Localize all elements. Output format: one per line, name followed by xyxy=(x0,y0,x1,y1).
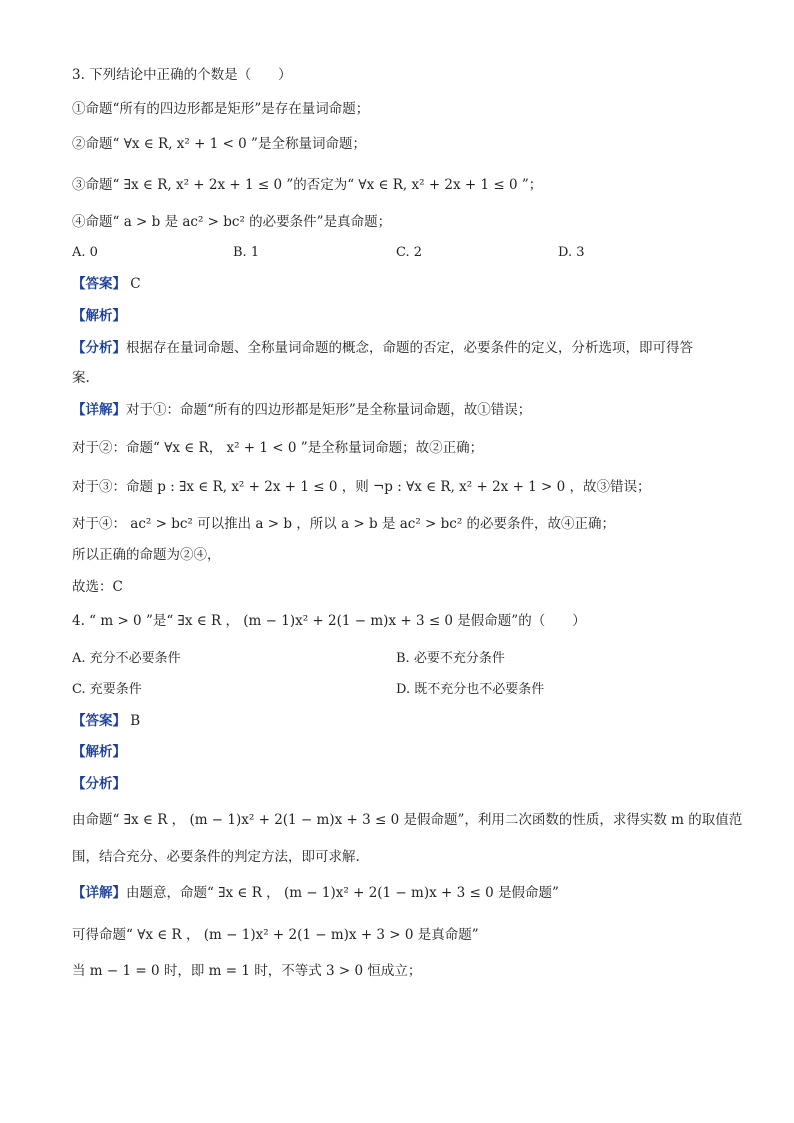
answer-tag: 【答案】 xyxy=(72,713,126,729)
q4-fenxi-line-1: 由命题“ ∃x ∈ R ， (m − 1)x² + 2(1 − m)x + 3 ≤ 0 是假命题”，利用二次函数的性质，求得实数 m 的取值范 xyxy=(72,812,743,828)
answer-tag: 【答案】 xyxy=(72,276,126,292)
detail-tag: 【详解】 xyxy=(72,402,126,418)
detail-text: 由题意，命题“ ∃x ∈ R ， (m − 1)x² + 2(1 − m)x + 3 ≤ 0 是假命题” xyxy=(126,885,559,901)
q4-option-c: C. 充要条件 xyxy=(72,682,142,697)
q3-statement-3: ③命题“ ∃x ∈ R, x² + 2x + 1 ≤ 0 ”的否定为“ ∀x ∈ R, x² + 2x + 1 ≤ 0 ”； xyxy=(72,177,543,193)
detail-tag: 【详解】 xyxy=(72,885,126,901)
q3-detail-line-4: 对于④： ac² > bc² 可以推出 a > b ，所以 a > b 是 ac² > bc² 的必要条件，故④正确； xyxy=(72,516,616,532)
q4-stem: 4. “ m > 0 ”是“ ∃x ∈ R ， (m − 1)x² + 2(1 − m)x + 3 ≤ 0 是假命题”的（ ） xyxy=(72,613,586,629)
q3-stem: 3. 下列结论中正确的个数是（ ） xyxy=(72,67,292,83)
q3-analysis-heading xyxy=(72,307,126,325)
q4-detail-line-2: 可得命题“ ∀x ∈ R ， (m − 1)x² + 2(1 − m)x + 3 > 0 是真命题” xyxy=(72,927,479,943)
q3-detail-line-1 xyxy=(72,401,531,419)
q3-option-d: D. 3 xyxy=(558,245,585,260)
q3-detail-line-2: 对于②：命题“ ∀x ∈ R， x² + 1 < 0 ”是全称量词命题；故②正确； xyxy=(72,440,484,456)
q3-fenxi-line-1 xyxy=(72,339,693,357)
q3-statement-1: ①命题“所有的四边形都是矩形”是存在量词命题； xyxy=(72,101,370,117)
fenxi-tag: 【分析】 xyxy=(72,776,126,792)
fenxi-tag: 【分析】 xyxy=(72,340,126,356)
q4-fenxi-heading xyxy=(72,775,126,793)
analysis-tag: 【解析】 xyxy=(72,744,126,760)
detail-text: 对于①：命题“所有的四边形都是矩形”是全称量词命题，故①错误； xyxy=(126,402,532,418)
q3-detail-line-6: 故选：C xyxy=(72,579,123,595)
q3-detail-line-3: 对于③：命题 p : ∃x ∈ R, x² + 2x + 1 ≤ 0 ，则 ¬p : ∀x ∈ R, x² + 2x + 1 > 0 ，故③错误； xyxy=(72,479,651,495)
q3-option-a: A. 0 xyxy=(72,245,98,260)
analysis-tag: 【解析】 xyxy=(72,308,126,324)
q3-statement-4: ④命题“ a > b 是 ac² > bc² 的必要条件”是真命题； xyxy=(72,214,392,230)
q3-fenxi-line-2: 案. xyxy=(72,370,90,386)
q4-option-b: B. 必要不充分条件 xyxy=(396,651,505,666)
q4-answer xyxy=(72,712,140,730)
answer-value: C xyxy=(130,276,141,292)
fenxi-text: 根据存在量词命题、全称量词命题的概念，命题的否定，必要条件的定义，分析选项，即可得答 xyxy=(126,340,693,356)
q3-answer xyxy=(72,275,141,293)
answer-value: B xyxy=(130,713,141,729)
q3-option-b: B. 1 xyxy=(233,245,260,260)
q3-option-c: C. 2 xyxy=(396,245,423,260)
q4-detail-line-1 xyxy=(72,884,559,902)
q4-detail-line-3: 当 m − 1 = 0 时，即 m = 1 时，不等式 3 > 0 恒成立； xyxy=(72,963,422,979)
q4-option-a: A. 充分不必要条件 xyxy=(72,651,181,666)
q4-fenxi-line-2: 围，结合充分、必要条件的判定方法，即可求解. xyxy=(72,849,360,865)
q4-analysis-heading xyxy=(72,743,126,761)
q3-detail-line-5: 所以正确的命题为②④， xyxy=(72,547,221,563)
q4-option-d: D. 既不充分也不必要条件 xyxy=(396,682,545,697)
q3-statement-2: ②命题“ ∀x ∈ R, x² + 1 < 0 ”是全称量词命题； xyxy=(72,136,366,152)
